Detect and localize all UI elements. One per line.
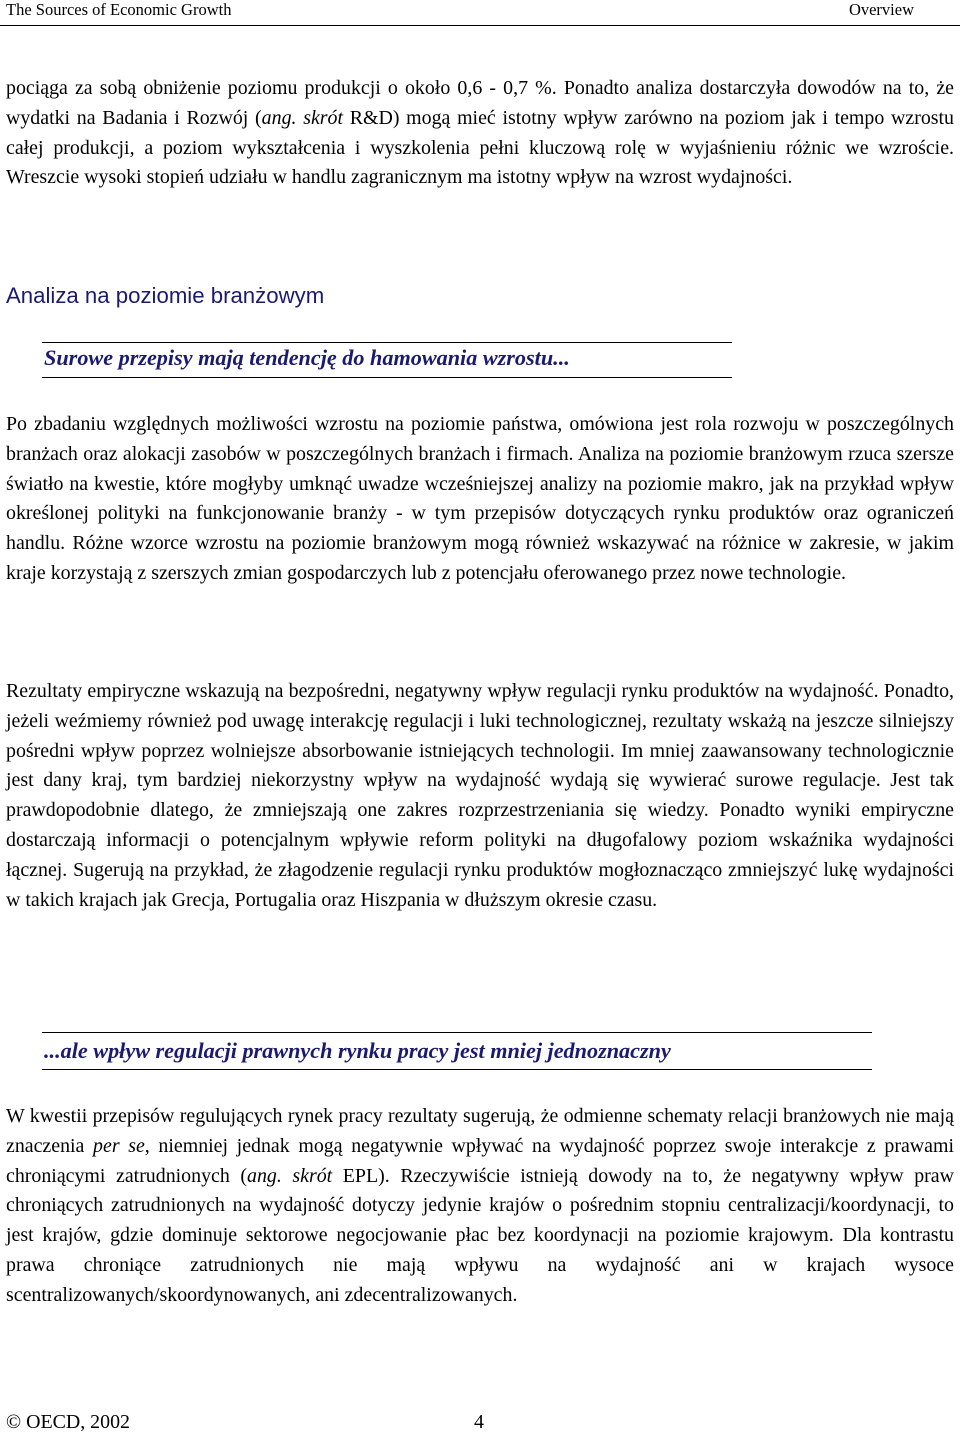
- footer-page-number: 4: [474, 1411, 484, 1433]
- paragraph-labour-part1: W kwestii przepisów regulujących rynek pracy rezultaty sugerują, że odmienne schematy relacji branżowych nie mają znaczenia: [6, 1105, 954, 1157]
- footer-copyright: © OECD, 2002: [6, 1411, 130, 1433]
- paragraph-labour-regulation: [6, 1102, 954, 1311]
- paragraph-labour-italic1: per se: [93, 1134, 145, 1157]
- running-header-title: The Sources of Economic Growth: [6, 0, 232, 19]
- section-heading: Analiza na poziomie branżowym: [6, 283, 325, 308]
- paragraph-empirical-results: Rezultaty empiryczne wskazują na bezpośredni, negatywny wpływ regulacji rynku produktów na wydajność. Ponadto, jeżeli weźmiemy również pod uwagę interakcję regulacji i luki technologicznej, rezultaty wskażą na jeszcze silniejszy pośredni wpływ poprzez wolniejsze absorbowanie istniejących technologii. Im mniej zaawansowany technologicznie jest dany kraj, tym bardziej niekorzystny wpływ na wydajność wydają się wywierać surowe regulacje. Jest tak prawdopodobnie dlatego, że zmniejszają one zakres rozprzestrzeniania się wiedzy. Ponadto wyniki empiryczne dostarczają informacji o potencjalnym wpływie reform polityki na długofalowy poziom wskaźnika wydajności łącznej. Sugerują na przykład, że złagodzenie regulacji rynku produktów mogłoznacząco zmniejszyć lukę wydajności w takich krajach jak Grecja, Portugalia oraz Hiszpania w dłuższym okresie czasu.: [6, 680, 954, 911]
- subheading-rule-bottom: [42, 377, 732, 378]
- paragraph-labour-italic2: ang. skrót: [247, 1164, 333, 1187]
- paragraph-labour-part2: , niemniej jednak mogą negatywnie wpływać na wydajność poprzez swoje interakcje z prawami chroniącymi zatrudnionych (: [6, 1134, 954, 1187]
- header-divider: [0, 25, 960, 26]
- subheading-rule-top: [42, 1032, 872, 1033]
- subheading-rule-bottom: [42, 1069, 872, 1070]
- subheading-regulation: Surowe przepisy mają tendencję do hamowania wzrostu...: [44, 345, 570, 370]
- paragraph-labour-part3: EPL). Rzeczywiście istnieją dowody na to, że negatywny wpływ praw chroniących zatrudnionych na wydajność dotyczy jedynie krajów o pośrednim stopniu centralizacji/koordynacji, to jest krajów, gdzie dominuje sektorowe negocjowanie płac bez koordynacji na poziomie krajowym. Dla kontrastu prawa chroniące zatrudnionych nie mają wpływu na wydajność ani w krajach wysoce scentralizowanych/skoordynowanych, ani zdecentralizowanych.: [6, 1164, 954, 1306]
- running-header-section: Overview: [848, 0, 914, 19]
- paragraph-intro-part2: R&D) mogą mieć istotny wpływ zarówno na poziom jak i tempo wzrostu całej produkcji, a poziom wykształcenia i wyszkolenia pełni kluczową rolę w wyjaśnieniu różnic we wzroście. Wreszcie wysoki stopień udziału w handlu zagranicznym ma istotny wpływ na wzrost wydajności.: [6, 106, 954, 189]
- subheading-labour-market: ...ale wpływ regulacji prawnych rynku pracy jest mniej jednoznaczny: [44, 1038, 671, 1063]
- paragraph-intro: [6, 74, 954, 193]
- paragraph-intro-italic: ang. skrót: [261, 106, 343, 129]
- paragraph-intro-part1: pociąga za sobą obniżenie poziomu produkcji o około 0,6 - 0,7 %. Ponadto analiza dostarczyła dowodów na to, że wydatki na Badania i Rozwój (: [6, 77, 954, 129]
- subheading-rule-top: [42, 342, 732, 343]
- paragraph-industry-analysis: Po zbadaniu względnych możliwości wzrostu na poziomie państwa, omówiona jest rola rozwoju w poszczególnych branżach oraz alokacji zasobów w poszczególnych branżach i firmach. Analiza na poziomie branżowym rzuca szersze światło na kwestie, które mogłyby umknąć uwadze wcześniejszej analizy na poziomie makro, jak na przykład wpływ określonej polityki na funkcjonowanie branży - w tym przepisów dotyczących rynku produktów oraz ograniczeń handlu. Różne wzorce wzrostu na poziomie branżowym mogą również wskazywać na różnice w zakresie, w jakim kraje korzystają z szerszych zmian gospodarczych lub z potencjału oferowanego przez nowe technologie.: [6, 413, 954, 584]
